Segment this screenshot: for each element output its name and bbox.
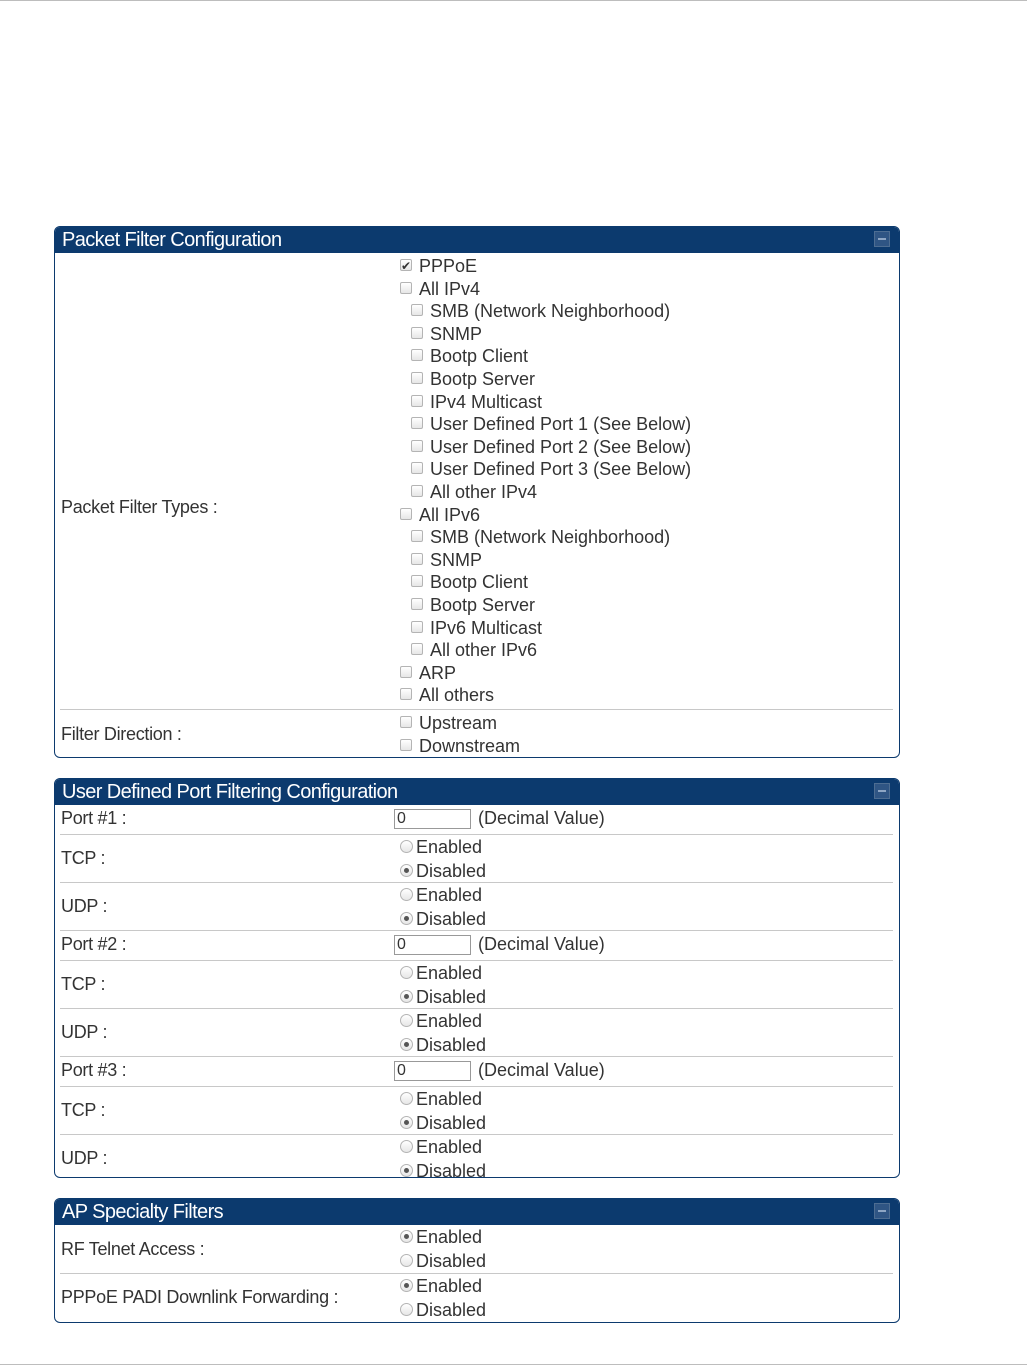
filter-type-label: SNMP bbox=[430, 323, 483, 344]
filter-type-label: Bootp Server bbox=[430, 368, 536, 389]
user-port-header bbox=[55, 779, 899, 805]
tcp-port-1-label: TCP : bbox=[61, 848, 106, 868]
filter-type-checkbox[interactable] bbox=[411, 621, 423, 633]
udp-port-2 bbox=[60, 1009, 893, 1057]
filter-type-checkbox[interactable] bbox=[400, 282, 412, 294]
port-1-input[interactable] bbox=[394, 809, 471, 829]
filter-type-checkbox[interactable] bbox=[411, 304, 423, 316]
tcp-port-1 bbox=[60, 835, 893, 883]
filter-direction-checkbox[interactable] bbox=[400, 716, 412, 728]
option-label: Disabled bbox=[416, 1250, 487, 1271]
filter-type-checkbox[interactable] bbox=[411, 462, 423, 474]
option-label: Disabled bbox=[416, 1112, 487, 1133]
filter-direction-option-label: Downstream bbox=[419, 735, 521, 756]
filter-type-label: SNMP bbox=[430, 549, 483, 570]
option-label: Disabled bbox=[416, 860, 487, 881]
port-1-label: Port #1 : bbox=[61, 808, 127, 828]
filter-type-label: SMB (Network Neighborhood) bbox=[430, 301, 671, 322]
user-port-panel bbox=[54, 778, 900, 1178]
option-label: Enabled bbox=[416, 1276, 483, 1296]
filter-type-checkbox[interactable] bbox=[400, 259, 412, 271]
rf-telnet-enabled-radio[interactable] bbox=[400, 1230, 413, 1243]
page-top-rule bbox=[0, 0, 1027, 1]
filter-type-checkbox[interactable] bbox=[411, 440, 423, 452]
option-label: Enabled bbox=[416, 1227, 483, 1247]
tcp-port-3-enabled-radio[interactable] bbox=[400, 1092, 413, 1105]
port-2-row bbox=[60, 931, 893, 961]
pppoe-padi-disabled-radio[interactable] bbox=[400, 1303, 413, 1316]
rf-telnet-row bbox=[60, 1225, 893, 1274]
user-port-rows bbox=[55, 805, 899, 1178]
rf-telnet-label: RF Telnet Access : bbox=[61, 1239, 205, 1259]
rf-telnet-disabled-radio[interactable] bbox=[400, 1254, 413, 1267]
port-1-row bbox=[60, 805, 893, 835]
filter-type-label: User Defined Port 2 (See Below) bbox=[430, 436, 692, 457]
filter-type-checkbox[interactable] bbox=[411, 598, 423, 610]
filter-type-checkbox[interactable] bbox=[411, 372, 423, 384]
port-3-label: Port #3 : bbox=[61, 1060, 127, 1080]
udp-port-3-enabled-radio[interactable] bbox=[400, 1140, 413, 1153]
filter-type-checkbox[interactable] bbox=[411, 395, 423, 407]
udp-port-2-disabled-radio[interactable] bbox=[400, 1038, 413, 1051]
filter-type-checkbox[interactable] bbox=[400, 688, 412, 700]
tcp-port-2-label: TCP : bbox=[61, 974, 106, 994]
decimal-value-hint: (Decimal Value) bbox=[478, 808, 605, 828]
filter-type-checkbox[interactable] bbox=[411, 575, 423, 587]
collapse-icon[interactable] bbox=[874, 1203, 890, 1219]
decimal-value-hint: (Decimal Value) bbox=[478, 1060, 605, 1080]
filter-type-checkbox[interactable] bbox=[400, 666, 412, 678]
filter-type-checkbox[interactable] bbox=[400, 508, 412, 520]
tcp-port-3-disabled-radio[interactable] bbox=[400, 1116, 413, 1129]
filter-type-label: All others bbox=[419, 685, 495, 706]
pppoe-padi-label: PPPoE PADI Downlink Forwarding : bbox=[61, 1287, 339, 1307]
port-3-row bbox=[60, 1057, 893, 1087]
filter-type-label: ARP bbox=[419, 662, 457, 683]
udp-port-1-disabled-radio[interactable] bbox=[400, 912, 413, 925]
filter-type-label: IPv6 Multicast bbox=[430, 617, 543, 638]
page-bottom-rule bbox=[0, 1364, 1027, 1365]
option-label: Disabled bbox=[416, 908, 487, 929]
filter-type-checkbox[interactable] bbox=[411, 327, 423, 339]
filter-type-label: Bootp Client bbox=[430, 346, 529, 367]
filter-type-checkbox[interactable] bbox=[411, 553, 423, 565]
option-label: Enabled bbox=[416, 1137, 483, 1157]
udp-port-2-enabled-radio[interactable] bbox=[400, 1014, 413, 1027]
filter-direction-option-label: Upstream bbox=[419, 713, 498, 733]
filter-type-checkbox[interactable] bbox=[411, 643, 423, 655]
option-label: Enabled bbox=[416, 1011, 483, 1031]
port-3-input[interactable] bbox=[394, 1061, 471, 1081]
option-label: Enabled bbox=[416, 837, 483, 857]
user-port-title: User Defined Port Filtering Configuration bbox=[62, 781, 398, 803]
udp-port-2-label: UDP : bbox=[61, 1022, 108, 1042]
filter-type-checkbox[interactable] bbox=[411, 349, 423, 361]
port-2-input[interactable] bbox=[394, 935, 471, 955]
option-label: Enabled bbox=[416, 963, 483, 983]
ap-specialty-header bbox=[55, 1199, 899, 1225]
filter-type-checkbox[interactable] bbox=[411, 485, 423, 497]
decimal-value-hint: (Decimal Value) bbox=[478, 934, 605, 954]
filter-type-label: User Defined Port 3 (See Below) bbox=[430, 459, 692, 480]
option-label: Disabled bbox=[416, 1034, 487, 1055]
filter-type-checkbox[interactable] bbox=[411, 530, 423, 542]
tcp-port-1-enabled-radio[interactable] bbox=[400, 840, 413, 853]
filter-type-checkbox[interactable] bbox=[411, 417, 423, 429]
filter-type-label: All other IPv4 bbox=[430, 481, 538, 502]
option-label: Disabled bbox=[416, 986, 487, 1007]
pppoe-padi-row bbox=[60, 1274, 893, 1322]
filter-direction-label: Filter Direction : bbox=[61, 724, 182, 744]
tcp-port-2 bbox=[60, 961, 893, 1009]
tcp-port-2-disabled-radio[interactable] bbox=[400, 990, 413, 1003]
filter-type-label: All IPv4 bbox=[419, 278, 481, 299]
option-label: Disabled bbox=[416, 1299, 487, 1320]
udp-port-1-enabled-radio[interactable] bbox=[400, 888, 413, 901]
option-label: Disabled bbox=[416, 1160, 487, 1178]
udp-port-1-label: UDP : bbox=[61, 896, 108, 916]
tcp-port-3 bbox=[60, 1087, 893, 1135]
filter-type-label: Bootp Server bbox=[430, 594, 536, 615]
ap-specialty-title: AP Specialty Filters bbox=[62, 1201, 224, 1223]
pppoe-padi-enabled-radio[interactable] bbox=[400, 1279, 413, 1292]
udp-port-3-disabled-radio[interactable] bbox=[400, 1164, 413, 1177]
filter-type-label: IPv4 Multicast bbox=[430, 391, 543, 412]
filter-type-label: User Defined Port 1 (See Below) bbox=[430, 414, 692, 435]
filter-type-label: PPPoE bbox=[419, 256, 478, 276]
filter-type-label: Bootp Client bbox=[430, 572, 529, 593]
option-label: Enabled bbox=[416, 1089, 483, 1109]
tcp-port-1-disabled-radio[interactable] bbox=[400, 864, 413, 877]
filter-direction-row bbox=[60, 710, 893, 758]
packet-filter-types-row bbox=[60, 253, 893, 710]
filter-direction-checkbox[interactable] bbox=[400, 739, 412, 751]
filter-type-label: SMB (Network Neighborhood) bbox=[430, 527, 671, 548]
filter-type-label: All other IPv6 bbox=[430, 640, 538, 661]
packet-filter-title: Packet Filter Configuration bbox=[62, 229, 282, 251]
packet-filter-panel bbox=[54, 226, 900, 758]
udp-port-3-label: UDP : bbox=[61, 1148, 108, 1168]
collapse-icon[interactable] bbox=[874, 783, 890, 799]
port-2-label: Port #2 : bbox=[61, 934, 127, 954]
tcp-port-3-label: TCP : bbox=[61, 1100, 106, 1120]
packet-filter-header bbox=[55, 227, 899, 253]
ap-specialty-panel bbox=[54, 1198, 900, 1323]
udp-port-1 bbox=[60, 883, 893, 931]
packet-filter-types-label: Packet Filter Types : bbox=[61, 497, 218, 517]
udp-port-3 bbox=[60, 1135, 893, 1178]
option-label: Enabled bbox=[416, 885, 483, 905]
tcp-port-2-enabled-radio[interactable] bbox=[400, 966, 413, 979]
collapse-icon[interactable] bbox=[874, 231, 890, 247]
filter-type-label: All IPv6 bbox=[419, 504, 481, 525]
